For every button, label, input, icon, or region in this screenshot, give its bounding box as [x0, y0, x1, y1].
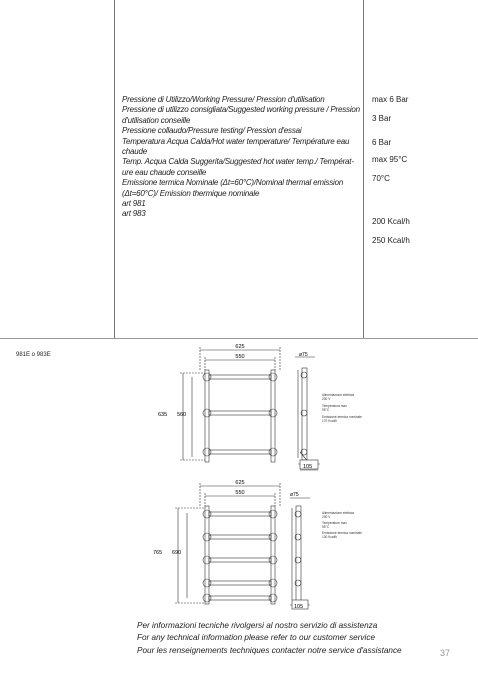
- spec-value: 70°C: [372, 174, 390, 183]
- drawing-note: 170 Kcal/h: [322, 419, 338, 423]
- spec-value: max 95°C: [372, 155, 408, 164]
- column-divider-right: [363, 0, 364, 338]
- spec-line: Temperatura Acqua Calda/Hot water temperature/ Température eau: [122, 136, 350, 146]
- footer-line: Per informazioni tecniche rivolgersi al nostro servizio di assistenza: [137, 621, 378, 630]
- section-divider: [0, 338, 478, 339]
- dim-width-inner: 550: [235, 490, 245, 496]
- spec-value: 250 Kcal/h: [372, 236, 410, 245]
- dim-pipe-diameter: ø75: [299, 352, 308, 358]
- dim-height-outer: 635: [158, 412, 168, 418]
- dim-width-outer: 625: [235, 344, 245, 350]
- spec-value: 6 Bar: [372, 138, 392, 147]
- drawing-note: 230 V: [322, 515, 331, 519]
- spec-line: chaude: [122, 147, 148, 157]
- spec-line: Temp. Acqua Calda Suggerita/Suggested hot water temp./ Températ-: [122, 157, 354, 167]
- spec-list: [122, 95, 362, 220]
- technical-drawing-981: [150, 340, 370, 475]
- spec-value: 200 Kcal/h: [372, 217, 410, 226]
- spec-line: ure eau chaude conseille: [122, 167, 207, 177]
- drawing-note: Temperatura max: [322, 404, 347, 408]
- drawing-note: 230 V: [322, 397, 331, 401]
- drawing-note: Alimentazione elettrica: [322, 393, 355, 397]
- spec-line: Emissione termica Nominale (Δt=60°C)/Nominal thermal emission: [122, 178, 344, 188]
- dim-height-inner: 690: [172, 550, 182, 556]
- drawing-note: Temperature max: [322, 521, 347, 525]
- drawing-note: Emissione termica nominale: [322, 531, 362, 535]
- spec-line: d'utilisation conseille: [122, 115, 191, 125]
- spec-line: Pressione collaudo/Pressure testing/ Pression d'essai: [122, 126, 302, 136]
- drawing-note: Alimentazione elettrica: [322, 511, 355, 515]
- dim-height-inner: 560: [177, 412, 187, 418]
- drawing-note: 130 Kcal/h: [322, 535, 338, 539]
- spec-value: 3 Bar: [372, 114, 392, 123]
- spec-value: max 6 Bar: [372, 95, 409, 104]
- spec-line: (Δt=60°C)/ Emission thermique nominale: [122, 188, 260, 198]
- spec-line: art 983: [122, 209, 146, 219]
- spec-line: Pressione di utilizzo consigliata/Suggested working pressure / Pression: [122, 105, 360, 115]
- technical-drawing-983: [150, 478, 370, 614]
- page-number: 37: [440, 648, 451, 658]
- dim-pipe-diameter: ø75: [290, 492, 299, 498]
- footer-line: For any technical information please refer to our customer service: [137, 633, 375, 643]
- dim-depth: 105: [294, 604, 304, 610]
- footer-contact-info: [137, 620, 402, 657]
- footer-line: Pour les renseignements techniques contacter notre service d'assistance: [137, 645, 402, 655]
- drawing-note: Emissione termica nominale: [322, 415, 362, 419]
- dim-depth: 105: [303, 464, 313, 470]
- drawing-note: 95°C: [322, 408, 330, 412]
- spec-line: art 981: [122, 199, 146, 209]
- column-divider-left: [114, 0, 115, 338]
- spec-line: Pressione di Utilizzo/Working Pressure/ Pression d'utilisation: [122, 95, 325, 104]
- drawing-note: 95°C: [322, 525, 330, 529]
- dim-height-outer: 765: [153, 550, 163, 556]
- model-label: 981E o 983E: [16, 352, 51, 358]
- dim-width-inner: 550: [235, 354, 245, 360]
- dim-width-outer: 625: [235, 480, 245, 486]
